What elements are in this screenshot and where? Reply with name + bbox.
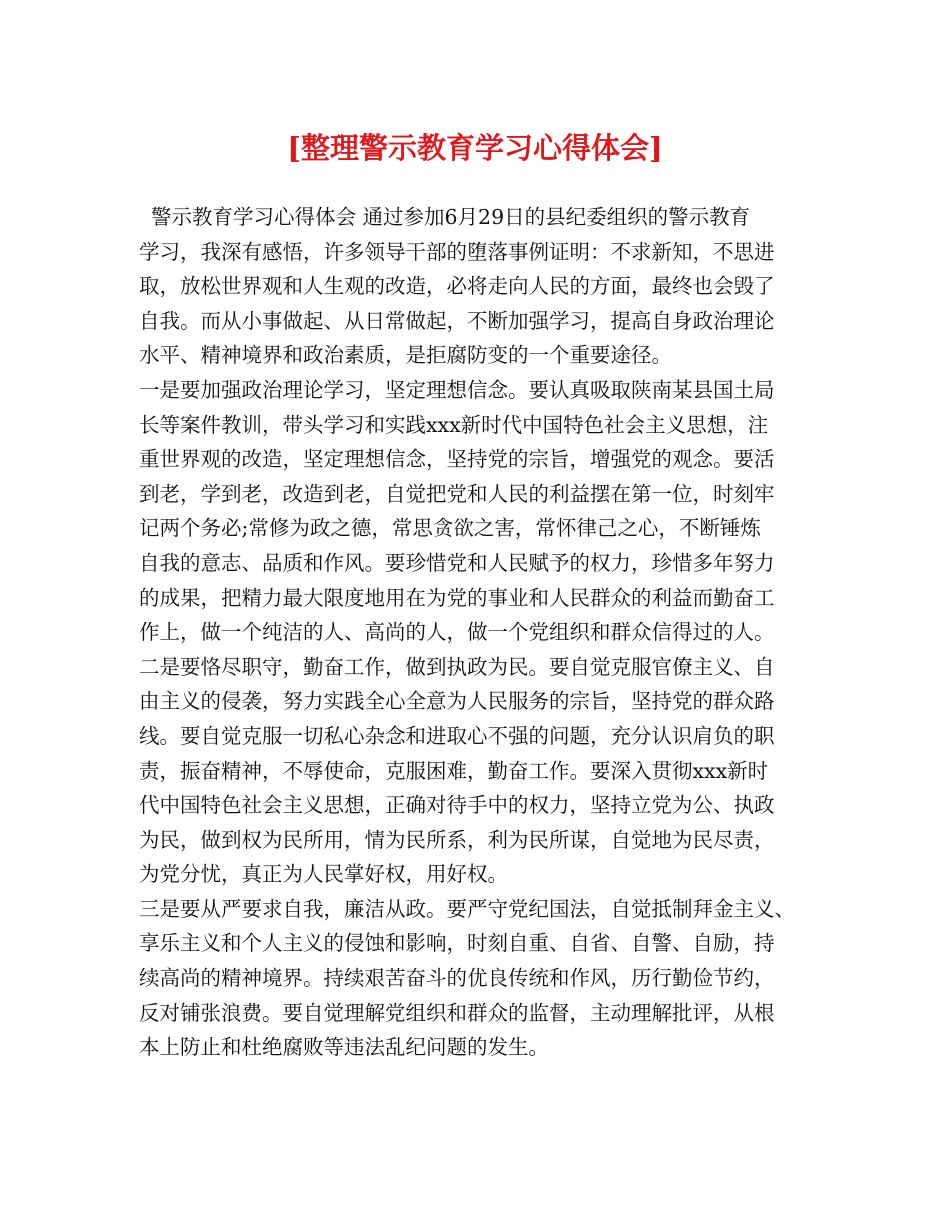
body-line: 的成果，把精力最大限度地用在为党的事业和人民群众的利益而勤奋工 [139, 585, 775, 610]
body-line: 一是要加强政治理论学习，坚定理想信念。要认真吸取陕南某县国土局 [139, 377, 775, 402]
body-line: 为党分忧，真正为人民掌好权，用好权。 [139, 862, 508, 887]
body-line: 为民，做到权为民所用，情为民所系，利为民所谋，自觉地为民尽责， [139, 827, 775, 852]
body-line: 长等案件教训，带头学习和实践xxx新时代中国特色社会主义思想，注 [139, 412, 769, 437]
body-line: 到老，学到老，改造到老，自觉把党和人民的利益摆在第一位，时刻牢 [139, 481, 775, 506]
body-line: 反对铺张浪费。要自觉理解党组织和群众的监督，主动理解批评，从根 [139, 1000, 775, 1025]
body-line: 享乐主义和个人主义的侵蚀和影响，时刻自重、自省、自警、自励，持 [139, 931, 775, 956]
body-line: 警示教育学习心得体会 通过参加6月29日的县纪委组织的警示教育 [151, 205, 751, 229]
body-line: 责，振奋精神，不辱使命，克服困难，勤奋工作。要深入贯彻xxx新时 [139, 758, 769, 783]
body-line: 记两个务必;常修为政之德，常思贪欲之害，常怀律己之心，不断锤炼 [139, 516, 761, 541]
body-line: 线。要自觉克服一切私心杂念和进取心不强的问题，充分认识肩负的职 [139, 723, 775, 748]
body-line: 作上，做一个纯洁的人、高尚的人，做一个党组织和群众信得过的人。 [139, 620, 775, 645]
body-line: 续高尚的精神境界。持续艰苦奋斗的优良传统和作风，历行勤俭节约， [139, 966, 775, 991]
body-line: 由主义的侵袭，努力实践全心全意为人民服务的宗旨，坚持党的群众路 [139, 689, 775, 714]
body-line: 学习，我深有感悟，许多领导干部的堕落事例证明：不求新知，不思进 [139, 239, 775, 264]
document-title: [整理警示教育学习心得体会] [287, 131, 663, 165]
body-line: 重世界观的改造，坚定理想信念，坚持党的宗旨，增强党的观念。要活 [139, 447, 775, 472]
body-line: 二是要恪尽职守，勤奋工作，做到执政为民。要自觉克服官僚主义、自 [139, 654, 775, 679]
body-line: 本上防止和杜绝腐败等违法乱纪问题的发生。 [139, 1035, 549, 1060]
body-line: 取，放松世界观和人生观的改造，必将走向人民的方面，最终也会毁了 [139, 274, 775, 299]
body-line: 自我。而从小事做起、从日常做起，不断加强学习，提高自身政治理论 [139, 308, 775, 333]
body-line: 水平、精神境界和政治素质，是拒腐防变的一个重要途径。 [139, 343, 672, 368]
document-body [139, 200, 839, 1065]
body-line: 三是要从严要求自我，廉洁从政。要严守党纪国法，自觉抵制拜金主义、 [139, 896, 795, 921]
body-line: 自我的意志、品质和作风。要珍惜党和人民赋予的权力，珍惜多年努力 [139, 550, 775, 575]
body-line: 代中国特色社会主义思想，正确对待手中的权力，坚持立党为公、执政 [139, 793, 775, 818]
